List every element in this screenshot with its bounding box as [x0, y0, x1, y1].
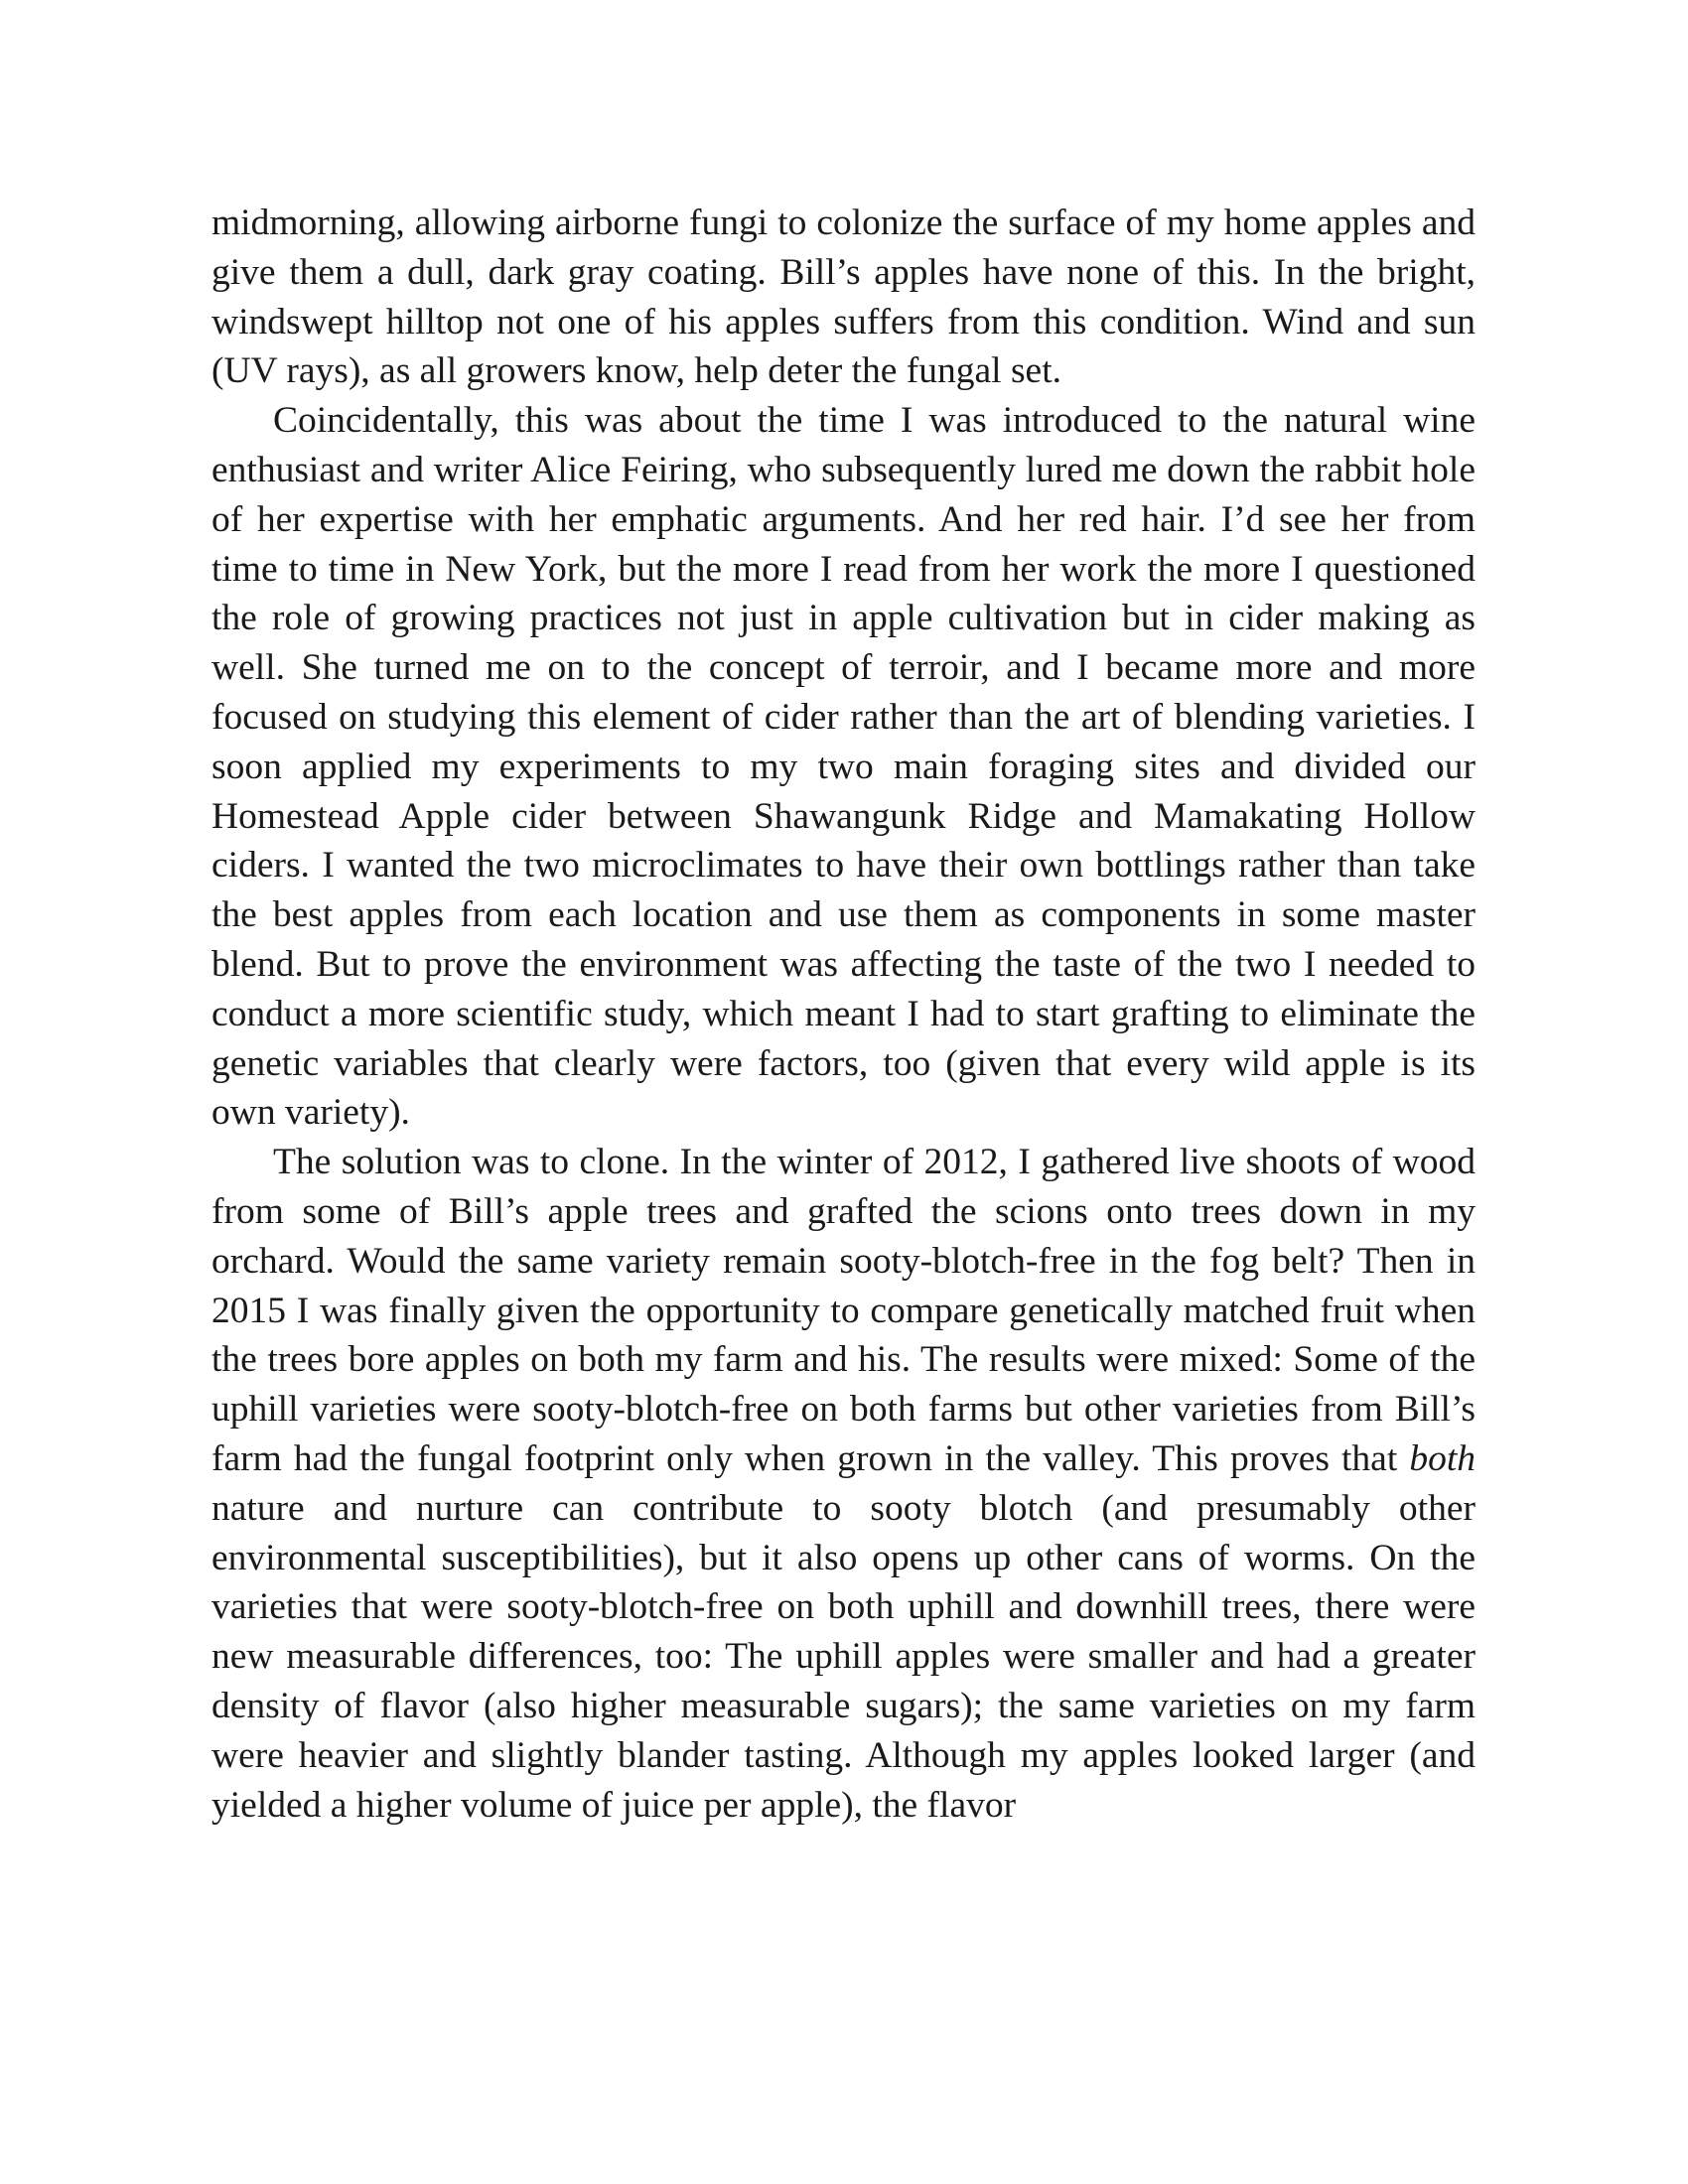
paragraph-3	[211, 1138, 1476, 1830]
emphasis-both: both	[1409, 1437, 1476, 1479]
book-page	[211, 199, 1476, 1830]
paragraph-2-text: Coincidentally, this was about the time I was introduced to the natural wine enthusiast and writer Alice Feiring, who subsequently lured me down the rabbit hole of her expertise with her emphatic arguments. And her red hair. I’d see her from time to time in New York, but the more I read from her work the more I questioned the role of growing practices not just in apple cultivation but in cider making as well. She turned me on to the concept of terroir, and I became more and more focused on studying this element of cider rather than the art of blending varieties. I soon applied my experiments to my two main foraging sites and divided our Homestead Apple cider between Shawangunk Ridge and Mamakating Hollow ciders. I wanted the two microclimates to have their own bottlings rather than take the best apples from each location and use them as components in some master blend. But to prove the environment was affecting the taste of the two I needed to conduct a more scientific study, which meant I had to start grafting to eliminate the genetic variables that clearly were factors, too (given that every wild apple is its own variety).	[211, 400, 1476, 1134]
paragraph-1	[211, 199, 1476, 396]
paragraph-2	[211, 396, 1476, 1138]
paragraph-1-text: midmorning, allowing airborne fungi to colonize the surface of my home apples and give them a dull, dark gray coating. Bill’s apples have none of this. In the bright, windswept hilltop not one of his apples suffers from this condition. Wind and sun (UV rays), as all growers know, help deter the fungal set.	[211, 203, 1476, 392]
paragraph-3-text-end: nature and nurture can contribute to sooty blotch (and presumably other environmental susceptibilities), but it also opens up other cans of worms. On the varieties that were sooty-blotch-free on both uphill and downhill trees, there were new measurable differences, too: The uphill apples were smaller and had a greater density of flavor (also higher measurable sugars); the same varieties on my farm were heavier and slightly blander tasting. Although my apples looked larger (and yielded a higher volume of juice per apple), the flavor	[211, 1487, 1476, 1826]
paragraph-3-text-start: The solution was to clone. In the winter of 2012, I gathered live shoots of wood from some of Bill’s apple trees and grafted the scions onto trees down in my orchard. Would the same variety remain sooty-blotch-free in the fog belt? Then in 2015 I was finally given the opportunity to compare genetically matched fruit when the trees bore apples on both my farm and his. The results were mixed: Some of the uphill varieties were sooty-blotch-free on both farms but other varieties from Bill’s farm had the fungal footprint only when grown in the valley. This proves that	[211, 1142, 1476, 1479]
